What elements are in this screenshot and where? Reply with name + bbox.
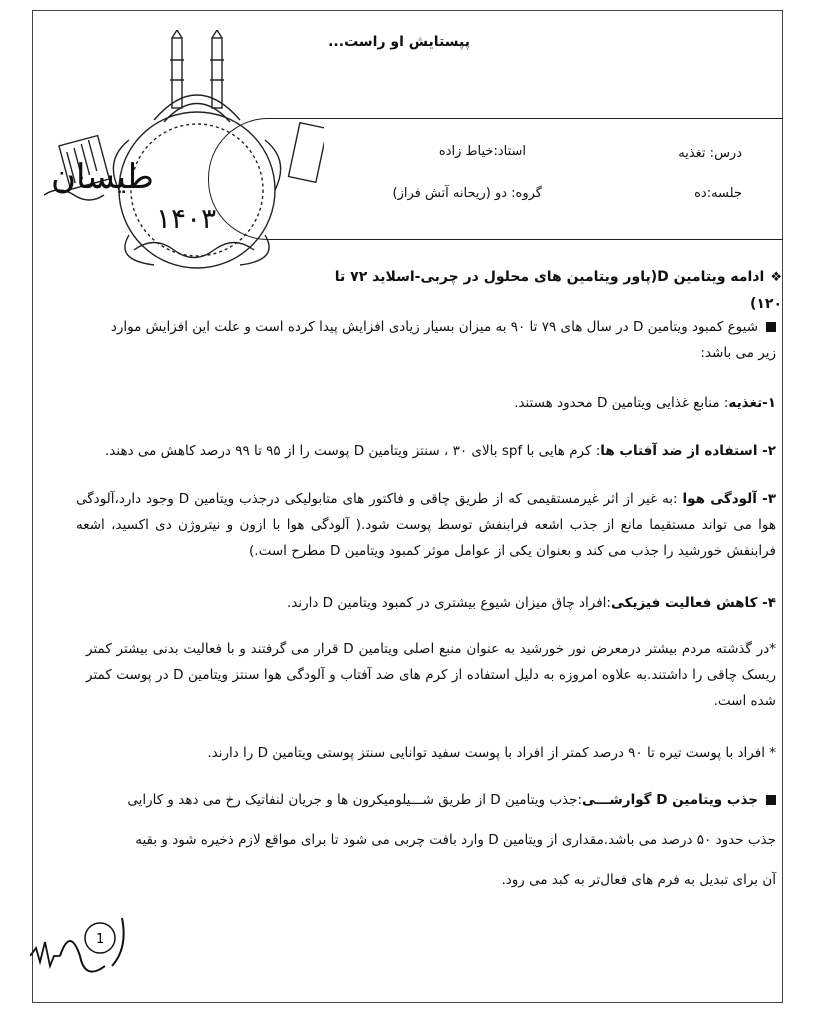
intro-paragraph [96, 314, 776, 366]
page-number: 1 [96, 932, 105, 947]
list-item [96, 390, 776, 416]
absorption-paragraph [86, 780, 776, 900]
item-text: : منابع غذایی ویتامین D محدود هستند. [514, 395, 729, 411]
item-text: : کرم هایی با spf بالای ۳۰ ، سنتز ویتامین D پوست را از ۹۵ تا ۹۹ درصد کاهش می دهند. [105, 443, 601, 459]
session-label: جلسه:ده [694, 186, 742, 201]
note-paragraph: *در گذشته مردم بیشتر درمعرض نور خورشید به عنوان منبع اصلی ویتامین D قرار می گرفتند و با فعالیت بدنی بیشتر کمتر ریسک چاقی را داشتند.به علاوه امروزه به دلیل استفاده از کرم های ضد آفتاب و آلودگی هوا سنتز ویتامین D در پوست کمتر شده است. [86, 641, 776, 709]
section-heading [332, 264, 782, 317]
header-box [208, 118, 783, 240]
emblem-year: ۱۴۰۳ [156, 202, 217, 235]
diamond-bullet-icon: ❖ [770, 270, 782, 285]
list-item [96, 438, 776, 464]
item-label: ۳- آلودگی هوا [682, 491, 776, 507]
list-item [76, 486, 776, 564]
note-paragraph: * افراد با پوست تیره تا ۹۰ درصد کمتر از افراد با پوست سفید توانایی سنتز پوستی ویتامین D را دارند. [207, 745, 776, 761]
stethoscope-icon [30, 916, 140, 986]
teacher-label: استاد:خیاط زاده [438, 144, 526, 159]
item-label: ۴- کاهش فعالیت فیزیکی [610, 595, 776, 611]
section-heading-text: ادامه ویتامین D(پاور ویتامین های محلول در چربی-اسلاید ۷۲ تا ۱۲۰) [334, 269, 782, 312]
square-bullet-icon [766, 322, 776, 332]
page-title: پپستایش او راست... [328, 34, 470, 50]
item-text: :به غیر از اثر غیرمستقیمی که از طریق چاقی و فاکتور های متابولیکی درجذب ویتامین D وجود دارد،آلودگی هوا می تواند مستقیما مانع از جذب اشعه فرابنفش توسط پوست شود.( آلودگی هوا با ازون و نیتروژن دی اکسید، اشعه فرابنفش خورشید را جذب می کند و بعنوان یکی از عوامل موثر کمبود ویتامین D مطرح است.) [76, 491, 776, 559]
intro-text: شیوع کمبود ویتامین D در سال های ۷۹ تا ۹۰ به میزان بسیار زیادی افزایش پیدا کرده است و علت این افزایش موارد زیر می باشد: [110, 319, 776, 361]
item-text: :افراد چاق میزان شیوع بیشتری در کمبود ویتامین D دارند. [286, 595, 611, 611]
absorption-label: جذب ویتامین D گوارشـــی [582, 792, 758, 808]
emblem-word: طیسان [51, 157, 154, 197]
group-label: گروه: دو (ریحانه آتش فراز) [392, 186, 542, 201]
absorption-line: آن برای تبدیل به فرم های فعال‌تر به کبد می رود. [501, 872, 776, 888]
item-label: ۱-تغذیه [728, 395, 776, 411]
list-item [96, 590, 776, 616]
square-bullet-icon [766, 795, 776, 805]
item-label: ۲- استفاده از ضد آفتاب ها [600, 443, 776, 459]
course-label: درس: تغذیه [678, 146, 742, 161]
absorption-line: :جذب ویتامین D از طریق شـــیلومیکرون ها و جریان لنفاتیک رخ می دهد و کارایی [127, 792, 583, 808]
absorption-line: جذب حدود ۵۰ درصد می باشد.مقداری از ویتامین D وارد بافت چربی می شود تا برای مواقع لازم ذخیره شود و بقیه [135, 832, 776, 848]
